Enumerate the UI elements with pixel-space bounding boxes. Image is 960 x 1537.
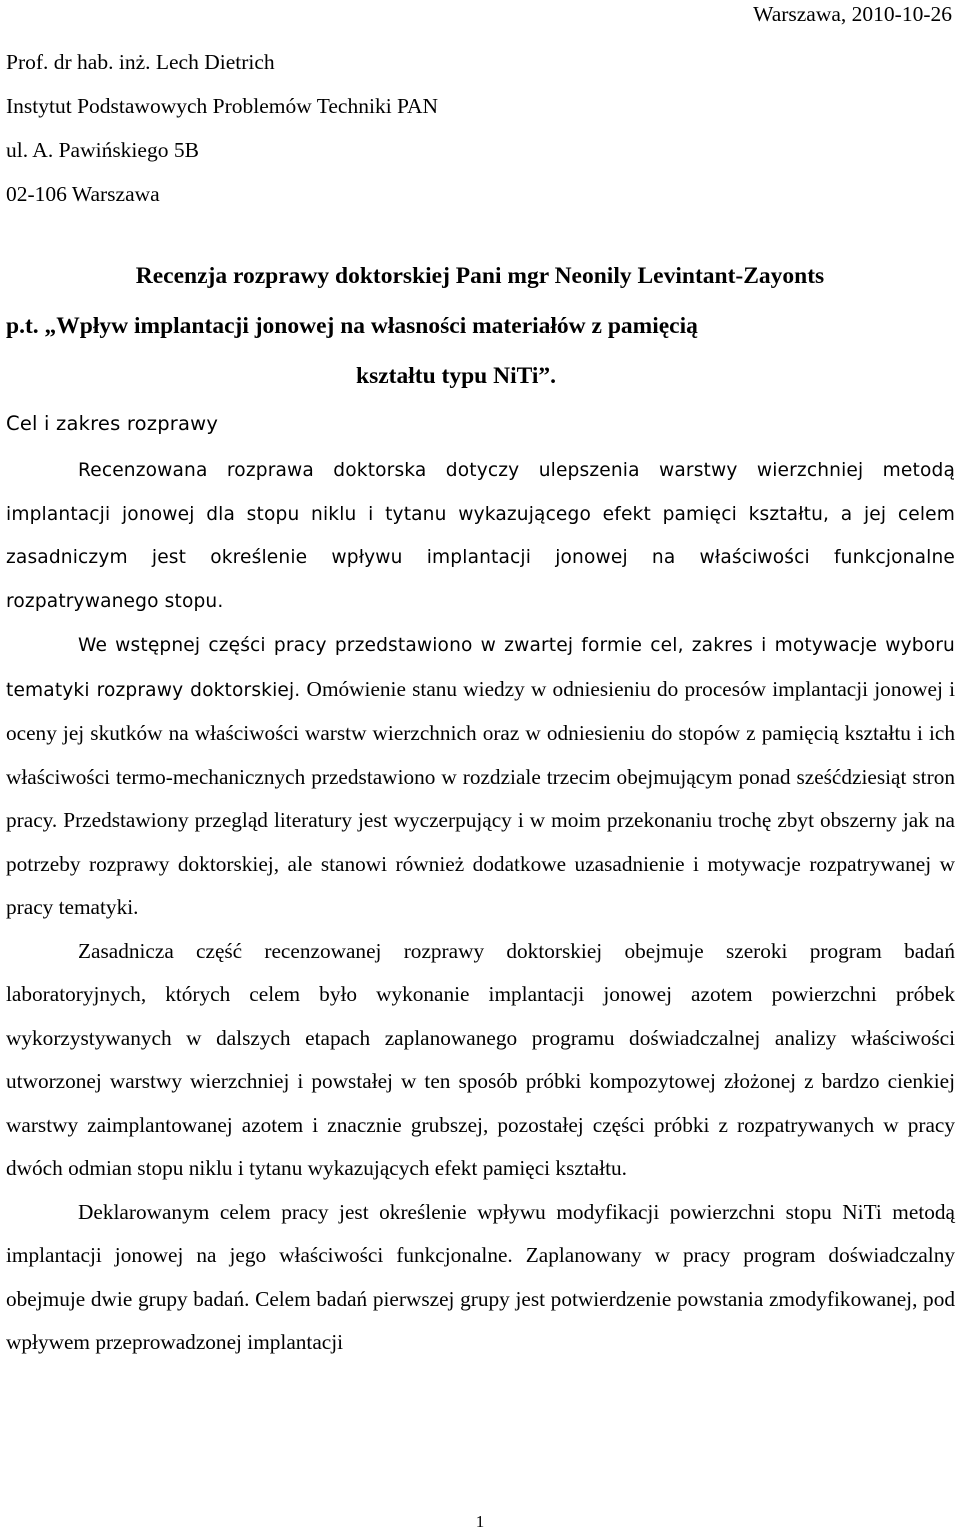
paragraph-2-lead: We wstępnej części pracy przedstawiono w zwartej formie cel, zakres i motywacje wyboru tematyki rozprawy doktorskiej. (6, 635, 955, 701)
sender-city: 02-106 Warszawa (6, 182, 160, 206)
sender-address (6, 40, 438, 216)
review-title-line-2: p.t. „Wpływ implantacji jonowej na własności materiałów z pamięcią (6, 313, 698, 339)
paragraph-2-rest: Omówienie stanu wiedzy w odniesieniu do procesów implantacji jonowej i oceny jej skutków na właściwości warstw wierzchnich oraz w odniesieniu do stopów z pamięcią kształtu i ich właściwości termo-mechanicznych przedstawiono w rozdziale trzecim obejmującym ponad sześćdziesiąt stron pracy. Przedstawiony przegląd literatury jest wyczerpujący i w moim przekonaniu trochę zbyt obszerny jak na potrzeby rozprawy doktorskiej, ale stanowi również dodatkowe uzasadnienie i motywacje rozpatrywanej w pracy tematyki. (6, 676, 955, 919)
sender-street: ul. A. Pawińskiego 5B (6, 138, 199, 162)
sender-institution: Instytut Podstawowych Problemów Techniki PAN (6, 94, 439, 118)
paragraph-1: Recenzowana rozprawa doktorska dotyczy ulepszenia warstwy wierzchniej metodą implantacji jonowej dla stopu niklu i tytanu wykazującego efekt pamięci kształtu, a jej celem zasadniczym jest określenie wpływu implantacji jonowej na właściwości funkcjonalne rozpatrywanego stopu. (6, 460, 955, 612)
document-body (6, 449, 955, 1365)
review-title-line-1: Recenzja rozprawy doktorskiej Pani mgr Neonily Levintant-Zayonts (135, 263, 825, 289)
paragraph-4: Deklarowanym celem pracy jest określenie wpływu modyfikacji powierzchni stopu NiTi metodą implantacji jonowej na jego właściwości funkcjonalne. Zaplanowany w pracy program doświadczalny obejmuje dwie grupy badań. Celem badań pierwszej grupy jest potwierdzenie powstania zmodyfikowanej, pod wpływem przeprowadzonej implantacji (6, 1199, 955, 1354)
letter-date: Warszawa, 2010-10-26 (753, 2, 952, 26)
sender-name: Prof. dr hab. inż. Lech Dietrich (6, 50, 275, 74)
paragraph-2 (6, 623, 955, 930)
section-heading: Cel i zakres rozprawy (6, 412, 219, 435)
paragraph-3: Zasadnicza część recenzowanej rozprawy doktorskiej obejmuje szeroki program badań laboratoryjnych, których celem było wykonanie implantacji jonowej azotem powierzchni próbek wykorzystywanych w dalszych etapach zaplanowanego programu doświadczalnej analizy właściwości utworzonej warstwy wierzchniej i powstałej w ten sposób próbki kompozytowej złożonej z bardzo cienkiej warstwy zaimplantowanej azotem i znacznie grubszej, pozostałej części próbki z rozpatrywanych w pracy dwóch odmian stopu niklu i tytanu wykazujących efekt pamięci kształtu. (6, 938, 955, 1180)
page-number: 1 (475, 1512, 485, 1531)
review-title-line-3: kształtu typu NiTi”. (356, 363, 557, 389)
